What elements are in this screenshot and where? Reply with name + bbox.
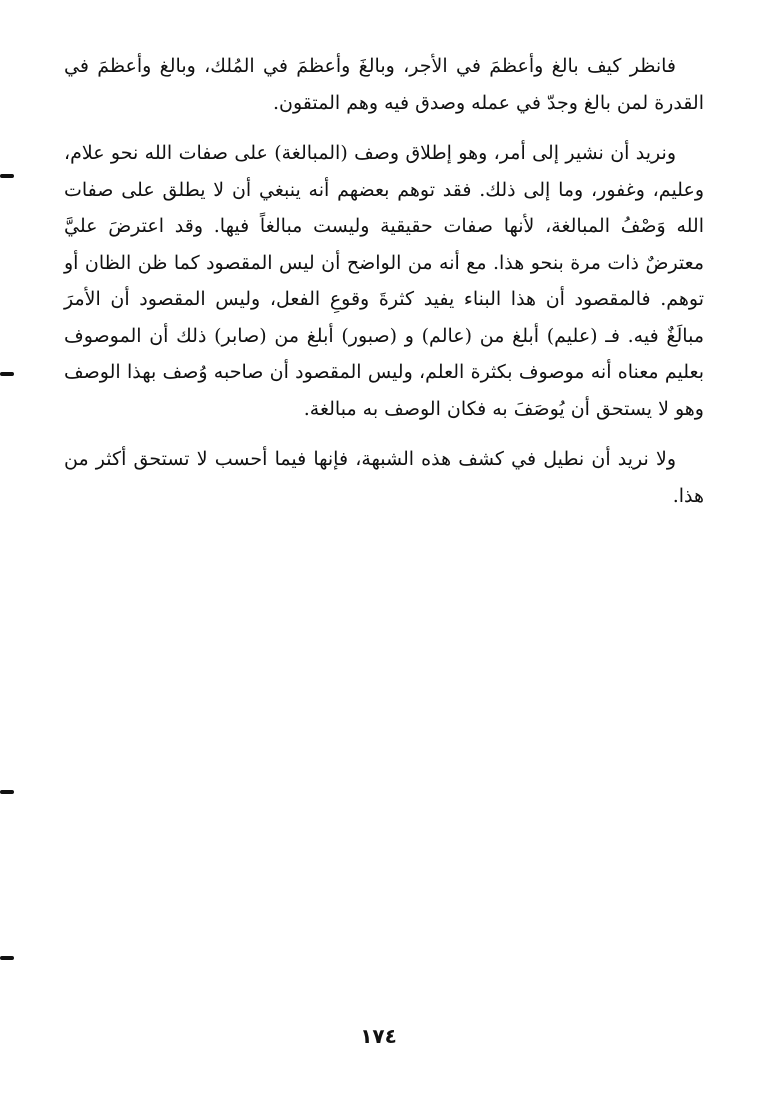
paragraph-2: ونريد أن نشير إلى أمر، وهو إطلاق وصف (المبالغة) على صفات الله نحو علام، وعليم، وغفور، وما إلى ذلك. فقد توهم بعضهم أنه ينبغي أن لا يطلق على صفات الله وَصْفُ المبالغة، لأنها صفات حقيقية وليست مبالغاً فيها. وقد اعترضَ عليَّ معترضٌ ذات مرة بنحو هذا. مع أنه من الواضح أن ليس المقصود كما ظن الظان أو توهم. فالمقصود أن هذا البناء يفيد كثرةَ وقوعِ الفعل، وليس المقصود أن الأمرَ مبالَغٌ فيه. فـ (عليم) أبلغ من (عالم) و (صبور) أبلغ من (صابر) ذلك أن الموصوف بعليم معناه أنه موصوف بكثرة العلم، وليس المقصود أن صاحبه وُصف بهذا الوصف وهو لا يستحق أن يُوصَفَ به فكان الوصف به مبالغة. <box>64 142 704 420</box>
margin-mark <box>0 372 14 376</box>
margin-mark <box>0 174 14 178</box>
page-number: ١٧٤ <box>360 1024 397 1048</box>
paragraph-3: ولا نريد أن نطيل في كشف هذه الشبهة، فإنها فيما أحسب لا تستحق أكثر من هذا. <box>64 448 704 507</box>
margin-mark <box>0 956 14 960</box>
paragraph-1: فانظر كيف بالغ وأعظمَ في الأجر، وبالغَ وأعظمَ في المُلك، وبالغ وأعظمَ في القدرة لمن بالغ وجدّ في عمله وصدق فيه وهم المتقون. <box>64 55 704 114</box>
document-body <box>64 48 704 514</box>
margin-mark <box>0 790 14 794</box>
